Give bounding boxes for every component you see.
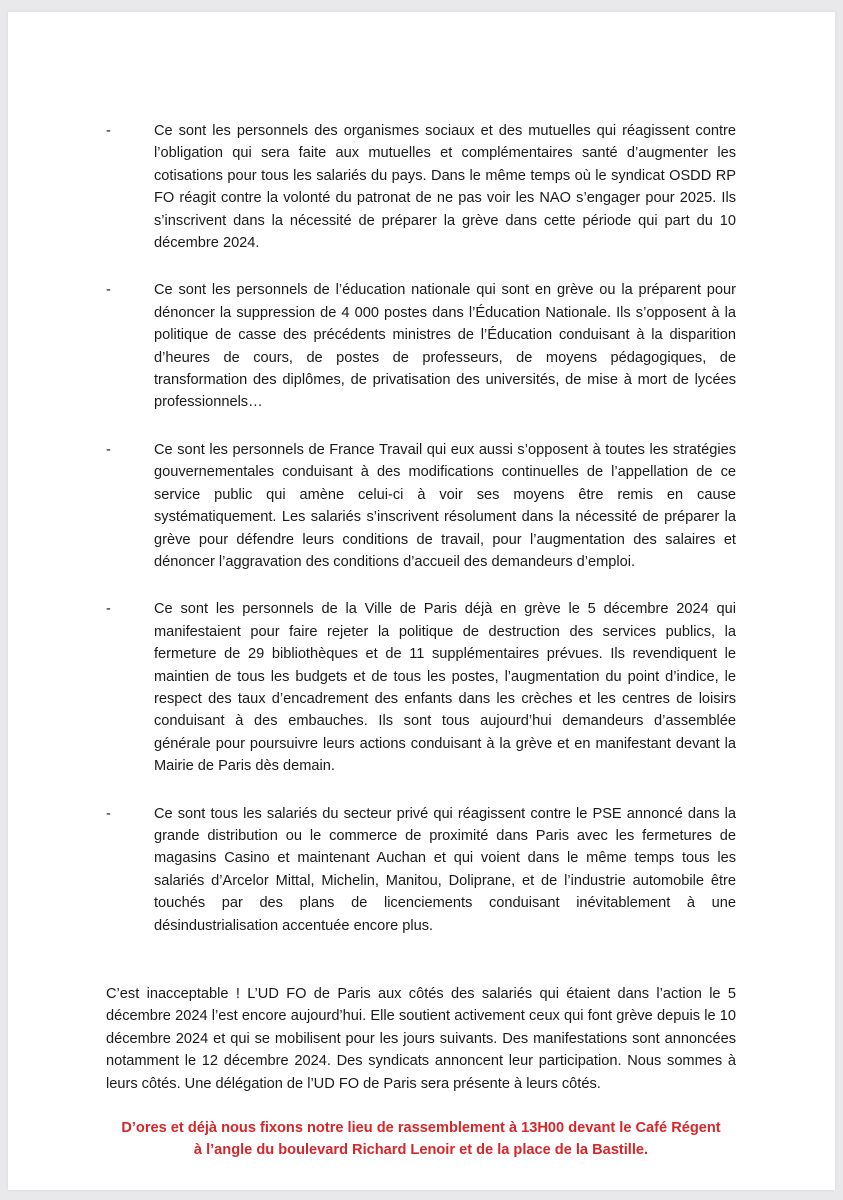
bullet-text: Ce sont les personnels de l’éducation nationale qui sont en grève ou la préparent pour dénoncer la suppression de 4 000 postes dans l’Éducation Nationale. Ils s’opposent à la politique de casse des précédents ministres de l’Éducation conduisant à la disparition d’heures de cours, de postes de professeurs, de moyens pédagogiques, de transformation des diplômes, de privatisation des universités, de mise à mort de lycées professionnels… — [154, 282, 736, 411]
bullet-dash: - — [106, 805, 111, 822]
bullet-item-ville-de-paris — [106, 598, 736, 777]
document-page — [8, 12, 835, 1190]
bullet-item-france-travail — [106, 439, 736, 573]
bullet-dash: - — [106, 441, 111, 458]
bullet-text: Ce sont les personnels de France Travail qui eux aussi s’opposent à toutes les stratégies gouvernementales conduisant à des modifications continuelles de l’appellation de ce service public qui amène celui-ci à voir ses moyens être remis en cause systématiquement. Les salariés s’inscrivent résolument dans la nécessité de préparer la grève pour défendre leurs conditions de travail, pour l’augmentation des salaires et dénoncer l’aggravation des conditions d’accueil des demandeurs d’emploi. — [154, 441, 736, 570]
bullet-text: Ce sont les personnels des organismes sociaux et des mutuelles qui réagissent contre l’obligation qui sera faite aux mutuelles et complémentaires santé d’augmenter les cotisations pour tous les salariés du pays. Dans le même temps où le syndicat OSDD RP FO réagit contre la volonté du patronat de ne pas voir les NAO s’engager pour 2025. Ils s’inscrivent dans la nécessité de préparer la grève dans cette période qui part du 10 décembre 2024. — [154, 123, 736, 252]
conclusion-paragraph: C’est inacceptable ! L’UD FO de Paris aux côtés des salariés qui étaient dans l’action le 5 décembre 2024 l’est encore aujourd’hui. Elle soutient activement ceux qui font grève depuis le 10 décembre 2024 et qui se mobilisent pour les jours suivants. Des manifestations sont annoncées notamment le 12 décembre 2024. Des syndicats annoncent leur participation. Nous sommes à leurs côtés. Une délégation de l’UD FO de Paris sera présente à leurs côtés. — [106, 986, 736, 1092]
bullet-item-social-organizations — [106, 120, 736, 254]
bullet-dash: - — [106, 601, 111, 618]
bullet-dash: - — [106, 282, 111, 299]
bullet-text: Ce sont tous les salariés du secteur privé qui réagissent contre le PSE annoncé dans la grande distribution ou le commerce de proximité dans Paris avec les fermetures de magasins Casino et maintenant Auchan et qui voient dans le même temps tous les salariés d’Arcelor Mittal, Michelin, Manitou, Doliprane, et de l’industrie automobile être touchés par des plans de licenciements conduisant inévitablement à une désindustrialisation accentuée encore plus. — [154, 805, 736, 934]
bullet-item-private-sector — [106, 803, 736, 937]
rally-callout: D’ores et déjà nous fixons notre lieu de rassemblement à 13H00 devant le Café Régent à l’angle du boulevard Richard Lenoir et de la place de la Bastille. — [121, 1120, 721, 1159]
document-content — [106, 120, 736, 1176]
bullet-text: Ce sont les personnels de la Ville de Paris déjà en grève le 5 décembre 2024 qui manifestaient pour faire rejeter la politique de destruction des services publics, la fermeture de 29 bibliothèques et de 11 supplémentaires prévues. Ils revendiquent le maintien de tous les budgets et de tous les postes, l’augmentation du point d’indice, le respect des taux d’encadrement des enfants dans les crèches et les centres de loisirs conduisant à des embauches. Ils sont tous aujourd’hui demandeurs d’assemblée générale pour poursuivre leurs actions conduisant à la grève et en manifestant devant la Mairie de Paris dès demain. — [154, 601, 736, 775]
bullet-dash: - — [106, 123, 111, 139]
bullet-item-national-education — [106, 279, 736, 413]
